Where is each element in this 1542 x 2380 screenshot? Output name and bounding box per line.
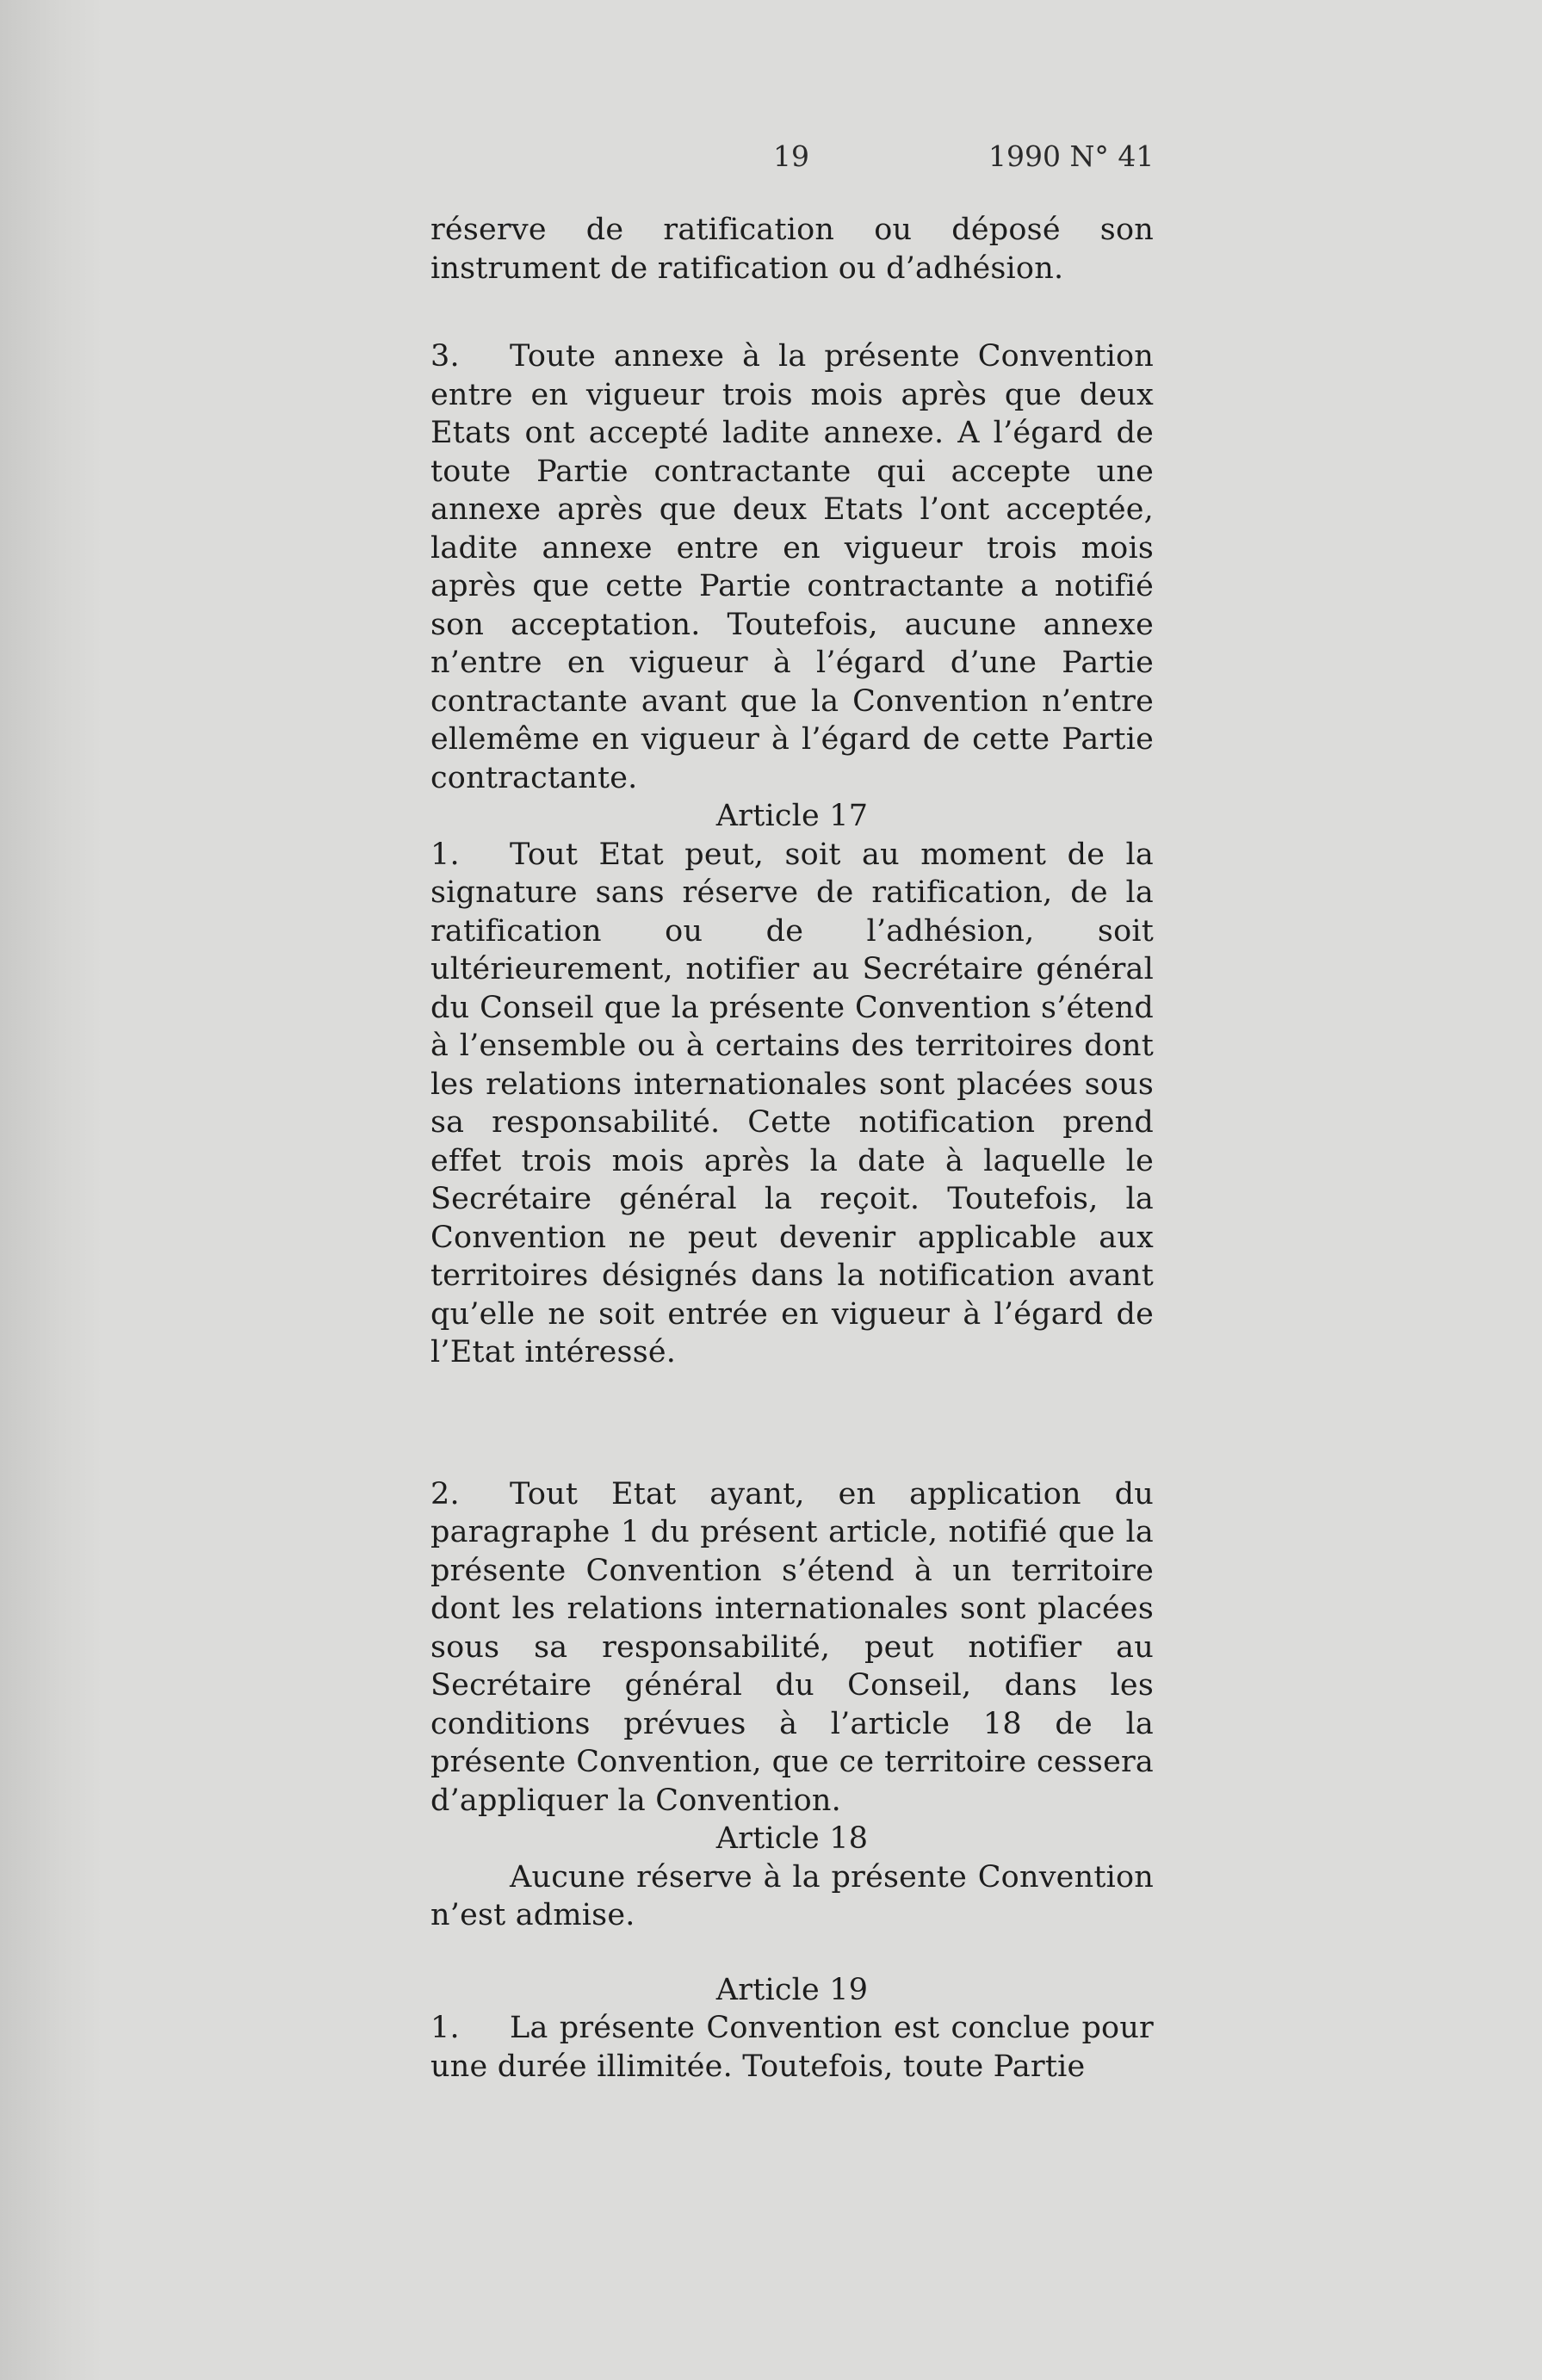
article-19-paragraph-1	[430, 2009, 1154, 2086]
article-17-heading: Article 17	[715, 799, 869, 833]
paragraph-number: 1.	[430, 2011, 460, 2045]
text-column	[430, 211, 1154, 2086]
paragraph-number: 3.	[430, 339, 460, 374]
paragraph-number: 2.	[430, 1476, 460, 1511]
article-18-heading: Article 18	[715, 1821, 869, 1856]
article-17-paragraph-1	[430, 836, 1154, 1372]
paragraph-text: La présente Convention est conclue pour une durée illimitée. Toutefois, toute Partie	[430, 2011, 1154, 2084]
paragraph-text: Tout Etat ayant, en application du paragraphe 1 du présent article, notifié que la présente Convention s’étend à un territoire dont les relations internationales sont placées sous sa responsabilité, peut notifier au Secrétaire général du Conseil, dans les conditions prévues à l’article 18 de la présente Convention, que ce territoire cessera d’appliquer la Convention.	[430, 1476, 1154, 1818]
page-header	[0, 139, 1542, 182]
article-19-heading: Article 19	[715, 1972, 869, 2007]
paragraph-number: 1.	[430, 837, 460, 872]
page-number: 19	[773, 139, 809, 173]
series-reference: 1990 N° 41	[988, 139, 1155, 173]
article-17-paragraph-2	[430, 1475, 1154, 1821]
paragraph-continuation: réserve de ratification ou déposé son instrument de ratification ou d’adhésion.	[430, 213, 1154, 286]
paragraph-3	[430, 337, 1154, 797]
article-18-text: Aucune réserve à la présente Convention n’est admise.	[430, 1859, 1154, 1932]
page-edge-shadow	[0, 0, 103, 2380]
paragraph-text: Toute annexe à la présente Convention entre en vigueur trois mois après que deux Etats ont accepté ladite annexe. A l’égard de toute Partie contractante qui accepte une annexe après que deux Etats l’ont acceptée, ladite annexe entre en vigueur trois mois après que cette Partie contractante a notifié son acceptation. Toutefois, aucune annexe n’entre en vigueur à l’égard d’une Partie contractante avant que la Convention n’entre ellemême en vigueur à l’égard de cette Partie contractante.	[430, 339, 1154, 795]
paragraph-text: Tout Etat peut, soit au moment de la signature sans réserve de ratification, de la ratification ou de l’adhésion, soit ultérieurement, notifier au Secrétaire général du Conseil que la présente Convention s’étend à l’ensemble ou à certains des territoires dont les relations internationales sont placées sous sa responsabilité. Cette notification prend effet trois mois après la date à laquelle le Secrétaire général la reçoit. Toutefois, la Convention ne peut devenir applicable aux territoires désignés dans la notification avant qu’elle ne soit entrée en vigueur à l’égard de l’Etat intéressé.	[430, 837, 1154, 1369]
